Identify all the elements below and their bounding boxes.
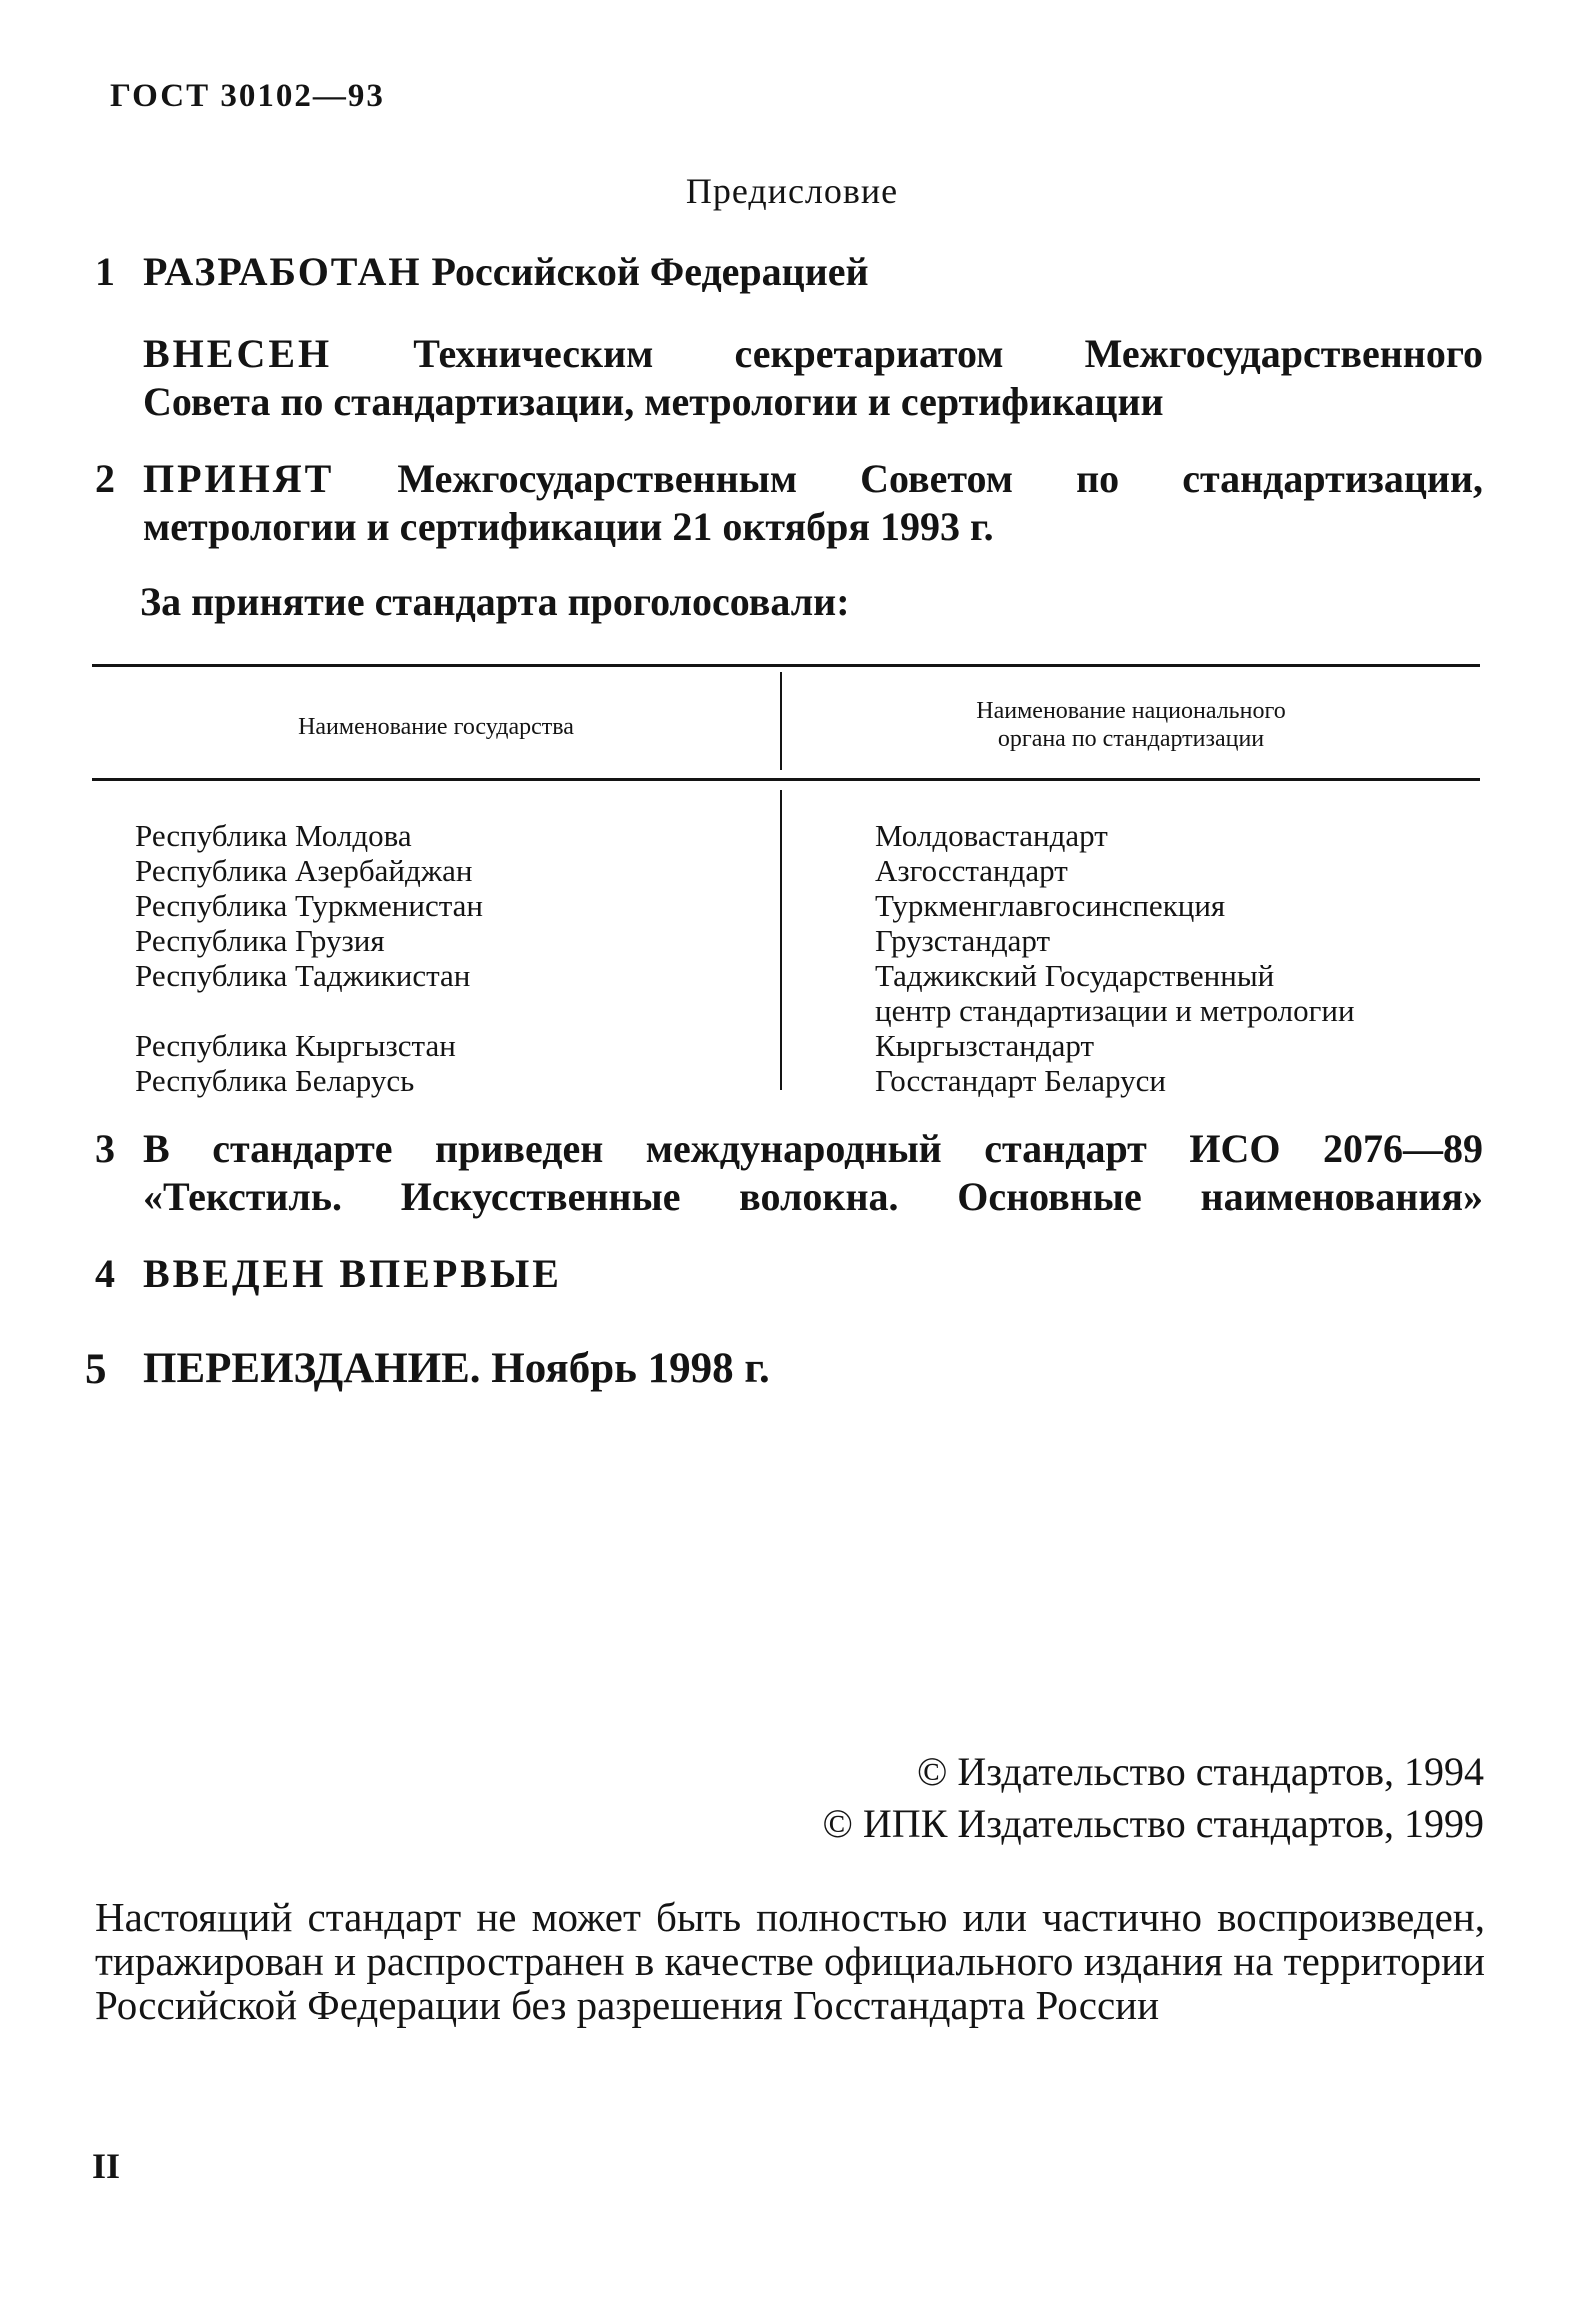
item-2-head: ПРИНЯТ bbox=[143, 456, 335, 501]
table-row-state: Республика Молдова bbox=[135, 818, 412, 853]
page-title: Предисловие bbox=[685, 171, 899, 211]
table-row-body: Азгосстандарт bbox=[875, 853, 1068, 888]
bodies-column bbox=[875, 818, 1355, 1098]
item-1-head: РАЗРАБОТАН bbox=[143, 249, 422, 294]
spacer bbox=[135, 993, 483, 1028]
item-1-text: Российской Федерацией bbox=[431, 249, 869, 294]
column-header-body-line2: органа по стандартизации bbox=[997, 726, 1265, 752]
copyright-1994: © Издательство стандартов, 1994 bbox=[916, 1749, 1484, 1794]
table-row-body: Госстандарт Беларуси bbox=[875, 1063, 1166, 1098]
table-row-state: Республика Беларусь bbox=[135, 1063, 415, 1098]
item-3-line1: В стандарте приведен международный стандарт ИСО 2076—89 bbox=[143, 1126, 1483, 1171]
item-submitted-line1-text: Техническим секретариатом Межгосударственного bbox=[413, 331, 1484, 376]
item-2-line1-text: Межгосударственным Советом по стандартизации, bbox=[397, 456, 1483, 501]
table-top-rule bbox=[92, 664, 1480, 667]
page-number: II bbox=[92, 2146, 121, 2186]
reproduction-notice: Настоящий стандарт не может быть полностью или частично воспроизведен, тиражирован и распространен в качестве официального издания на территории Российской Федерации без разрешения Госстандарта России bbox=[95, 1894, 1485, 2028]
table-row-body: Таджикский Государственный bbox=[875, 958, 1275, 993]
document-header: ГОСТ 30102—93 bbox=[110, 78, 385, 114]
item-3-line2: «Текстиль. Искусственные волокна. Основные наименования» bbox=[143, 1174, 1483, 1219]
states-column bbox=[135, 818, 483, 1098]
table-row-body: Грузстандарт bbox=[875, 923, 1051, 958]
item-number-2: 2 bbox=[95, 456, 115, 501]
item-number-5: 5 bbox=[85, 1346, 107, 1393]
table-body-divider bbox=[780, 790, 782, 1090]
item-3 bbox=[143, 1125, 1483, 1221]
column-header-body-line1: Наименование национального bbox=[976, 698, 1286, 724]
column-header-state: Наименование государства bbox=[298, 714, 574, 740]
item-number-3: 3 bbox=[95, 1126, 115, 1171]
copyright-1999: © ИПК Издательство стандартов, 1999 bbox=[822, 1801, 1484, 1846]
table-row-body: Кыргызстандарт bbox=[875, 1028, 1094, 1063]
item-5: ПЕРЕИЗДАНИЕ. Ноябрь 1998 г. bbox=[143, 1345, 770, 1392]
table-row-body: Молдовастандарт bbox=[875, 818, 1108, 853]
item-2 bbox=[143, 455, 1483, 551]
table-row-state: Республика Кыргызстан bbox=[135, 1028, 456, 1063]
item-number-1: 1 bbox=[95, 249, 115, 294]
item-1 bbox=[143, 248, 869, 296]
column-header-body bbox=[782, 697, 1480, 753]
voted-caption: За принятие стандарта проголосовали: bbox=[140, 579, 850, 624]
item-2-line2: метрологии и сертификации 21 октября 1993 г. bbox=[143, 504, 994, 549]
item-4: ВВЕДЕН ВПЕРВЫЕ bbox=[143, 1251, 562, 1296]
item-submitted-head: ВНЕСЕН bbox=[143, 331, 333, 376]
table-row-state: Республика Таджикистан bbox=[135, 958, 471, 993]
table-row-state: Республика Грузия bbox=[135, 923, 385, 958]
item-submitted bbox=[143, 330, 1483, 426]
item-submitted-line1 bbox=[143, 330, 1483, 378]
table-row-state: Республика Азербайджан bbox=[135, 853, 473, 888]
table-row-state: Республика Туркменистан bbox=[135, 888, 484, 923]
item-2-line1 bbox=[143, 455, 1483, 503]
table-header-rule bbox=[92, 778, 1480, 781]
table-row-body: центр стандартизации и метрологии bbox=[875, 993, 1355, 1028]
item-submitted-line2: Совета по стандартизации, метрологии и сертификации bbox=[143, 379, 1164, 424]
item-number-4: 4 bbox=[95, 1251, 115, 1296]
table-row-body: Туркменглавгосинспекция bbox=[875, 888, 1226, 923]
